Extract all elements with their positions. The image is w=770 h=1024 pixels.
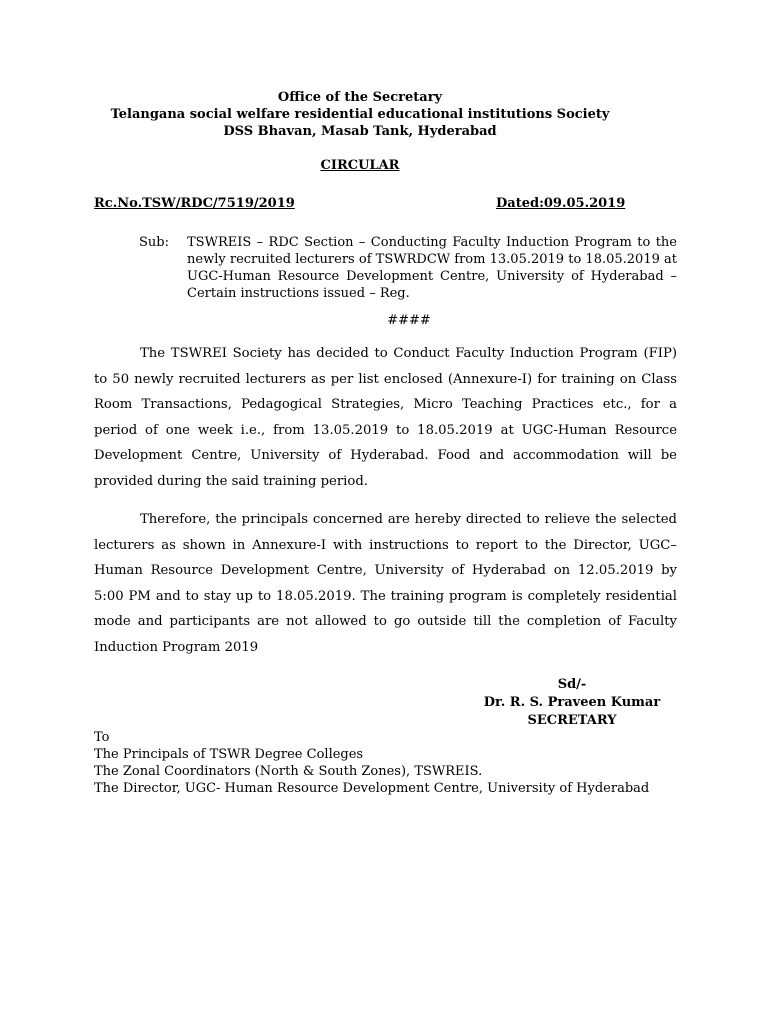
address-heading: DSS Bhavan, Masab Tank, Hyderabad (223, 124, 497, 139)
reference-number: Rc.No.TSW/RDC/7519/2019 (94, 196, 295, 211)
circular-title-row (0, 157, 720, 174)
addressee-line: The Principals of TSWR Degree Colleges (94, 747, 364, 762)
signature-sd: Sd/- (557, 677, 587, 692)
circular-title: CIRCULAR (320, 158, 400, 173)
signatory-name: Dr. R. S. Praveen Kumar (483, 695, 661, 710)
subject-label: Sub: (139, 235, 169, 250)
circular-date: Dated:09.05.2019 (496, 196, 626, 211)
society-heading: Telangana social welfare residential educational institutions Society (110, 107, 610, 122)
office-heading: Office of the Secretary (277, 90, 443, 105)
addressee-to: To (94, 730, 110, 745)
body-paragraph-2: Therefore, the principals concerned are hereby directed to relieve the selected lecturers as shown in Annexure-I with instructions to report to the Director, UGC–Human Resource Development Centre, University of Hyderabad on 12.05.2019 by 5:00 PM and to stay up to 18.05.2019. The training program is completely residential mode and participants are not allowed to go outside till the completion of Faculty Induction Program 2019 (94, 512, 677, 655)
addressee-line: The Director, UGC- Human Resource Development Centre, University of Hyderabad (94, 781, 650, 796)
signatory-designation: SECRETARY (527, 713, 617, 728)
subject-text: TSWREIS – RDC Section – Conducting Faculty Induction Program to the newly recruited lecturers of TSWRDCW from 13.05.2019 to 18.05.2019 at UGC-Human Resource Development Centre, University of Hyderabad – Certain instructions issued – Reg. (187, 235, 677, 301)
body-paragraph-1: The TSWREI Society has decided to Conduct Faculty Induction Program (FIP) to 50 newly recruited lecturers as per list enclosed (Annexure-I) for training on Class Room Transactions, Pedagogical Strategies, Micro Teaching Practices etc., for a period of one week i.e., from 13.05.2019 to 18.05.2019 at UGC-Human Resource Development Centre, University of Hyderabad. Food and accommodation will be provided during the said training period. (94, 346, 677, 489)
separator: #### (387, 313, 431, 328)
addressee-line: The Zonal Coordinators (North & South Zones), TSWREIS. (94, 764, 483, 779)
